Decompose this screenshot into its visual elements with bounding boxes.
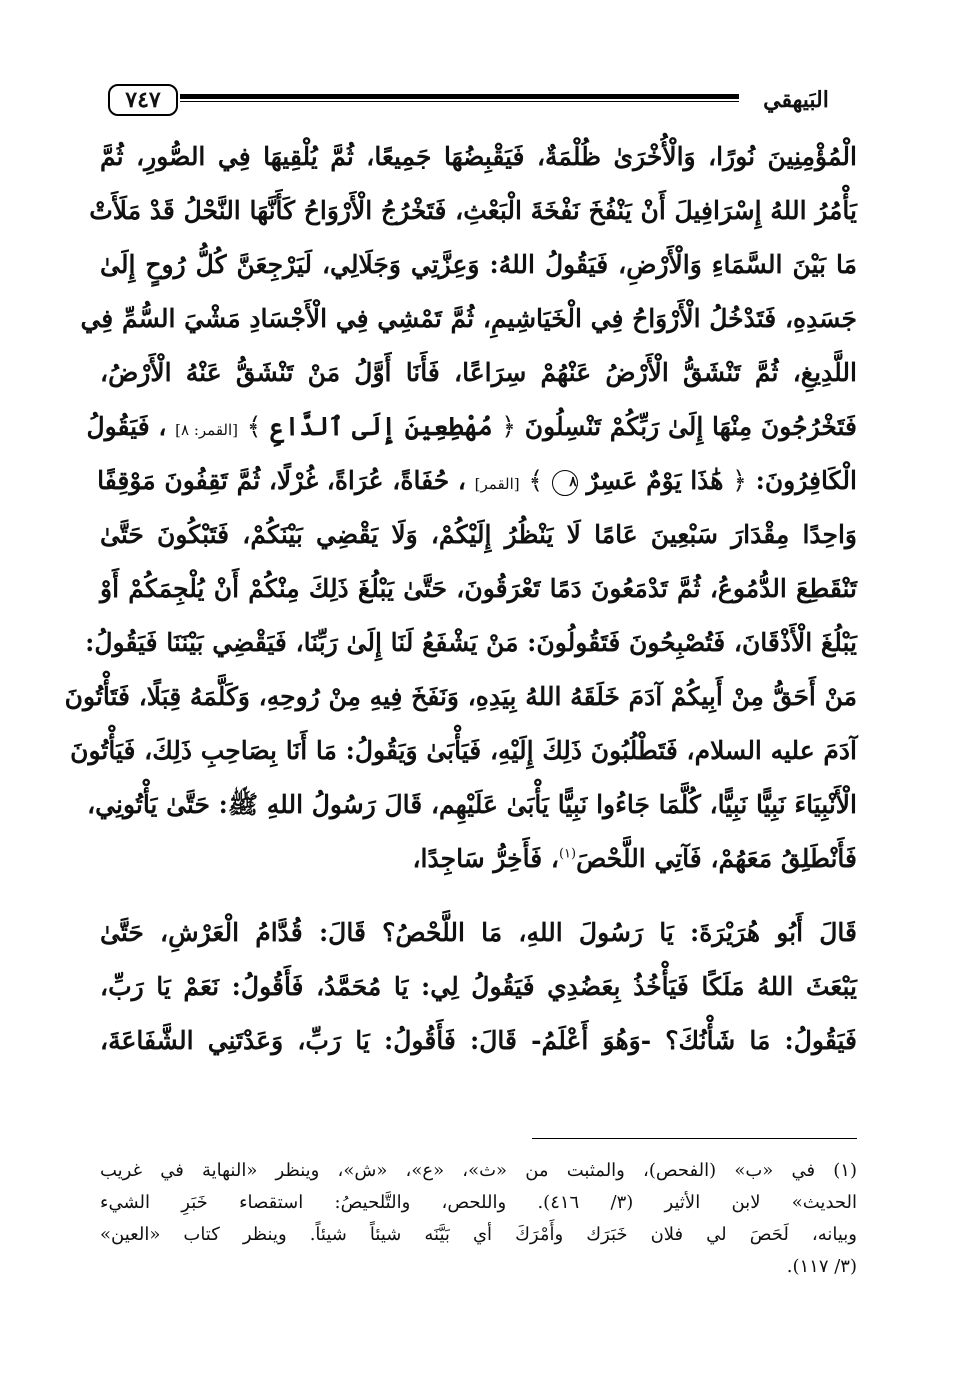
text-line: وَاحِدًا مِقْدَارَ سَبْعِينَ عَامًا لَا يَنْظُرُ إِلَيْكُمْ، وَلَا يَقْضِي بَيْنَكُمْ، فَتَبْكُونَ حَتَّىٰ [100, 520, 857, 549]
text-line: جَسَدِهِ، فَتَدْخُلُ الْأَرْوَاحُ فِي الْخَيَاشِيمِ، ثُمَّ تَمْشِي فِي الْأَجْسَادِ مَشْيَ السُّمِّ فِي [80, 304, 857, 333]
paragraph-gap [100, 886, 857, 906]
text-line: قَالَ أَبُو هُرَيْرَةَ: يَا رَسُولَ اللهِ، مَا اللَّحْصُ؟ قَالَ: قُدَّامُ الْعَرْشِ، حَتَّىٰ [100, 918, 857, 947]
quran-quote: مُهْطِعِينَ إِلَى ٱلدَّاعِ [270, 412, 493, 441]
text-line: اللَّدِيغِ، ثُمَّ تَنْشَقُّ الْأَرْضُ عَنْهُمْ سِرَاعًا، فَأَنَا أَوَّلُ مَنْ تَنْشَقُّ عَنْهُ الْأَرْضُ، [100, 358, 857, 387]
text-line: الْمُؤْمِنِينَ نُورًا، وَالْأُخْرَىٰ ظُلْمَةٌ، فَيَقْبِضُهَا جَمِيعًا، ثُمَّ يُلْقِيهَا فِي الصُّورِ، ثُمَّ [100, 142, 857, 171]
text-line: يَبْعَثَ اللهُ مَلَكًا فَيَأْخُذُ بِعَضُدِي فَيَقُولُ لِي: يَا مُحَمَّدُ، فَأَقُولُ: نَعَمْ يَا رَبِّ، [100, 972, 857, 1001]
text-segment: ، فَأَخِرُّ سَاجِدًا، [412, 844, 559, 873]
footnote-line: وبيانه، لَحَصَ لي فلان خَبَرَك وأَمْرَكَ أي بَيَّنَه شيئاً شيئاً. وينظر كتاب «العين» [100, 1224, 857, 1245]
quran-bracket-open: ﴿ [501, 412, 516, 441]
text-line-with-quran [86, 400, 857, 454]
quran-bracket-close: ﴾ [246, 412, 262, 441]
text-line: يَبْلُغَ الْأَذْقَانَ، فَتُصْبِحُونَ فَتَقُولُونَ: مَنْ يَشْفَعُ لَنَا إِلَىٰ رَبِّنَا، فَيَقْضِي بَيْنَنَا فَيَقُولُ: [85, 628, 857, 657]
text-line: مَنْ أَحَقُّ مِنْ أَبِيكُمْ آدَمَ خَلَقَهُ اللهُ بِيَدِهِ، وَنَفَخَ فِيهِ مِنْ رُوحِهِ، وَكَلَّمَهُ قِبَلًا، فَتَأْتُونَ [64, 682, 857, 711]
page-number: ٧٤٧ [108, 84, 178, 116]
footnote-reference: (١) [558, 846, 577, 862]
text-segment: ، فَيَقُولُ [86, 412, 167, 441]
text-line: تَنْقَطِعَ الدُّمُوعُ، ثُمَّ تَدْمَعُونَ دَمًا تَعْرَقُونَ، حَتَّىٰ يَبْلُغَ ذَلِكَ مِنْكُمْ أَنْ يُلْجِمَكُمْ أَوْ [100, 574, 857, 603]
quran-bracket-close: ﴾ [528, 466, 544, 495]
text-segment: فَأَنْطَلِقُ مَعَهُمْ، فَآتِي اللَّحْصَ [576, 844, 857, 873]
text-line-with-footnote-ref [100, 832, 857, 886]
header-rule-thick [180, 94, 739, 99]
text-line: الْأَنْبِيَاءَ نَبِيًّا نَبِيًّا، كُلَّمَا جَاءُوا نَبِيًّا يَأْبَىٰ عَلَيْهِم، قَالَ رَسُولُ اللهِ ﷺ: حَتَّىٰ يَأْتُونِي، [87, 790, 857, 819]
text-line: فَيَقُولُ: مَا شَأْنُكَ؟ -وَهُوَ أَعْلَمُ- قَالَ: فَأَقُولُ: يَا رَبِّ، وَعَدْتَنِي الشَّفَاعَةَ، [100, 1026, 857, 1055]
footnote-line: (١) في «ب» (الفحص)، والمثبت من «ث»، «ع»، «ش»، وينظر «النهاية في غريب [100, 1160, 857, 1181]
page-header [108, 82, 849, 122]
main-text [64, 130, 857, 1068]
text-segment: فَتَخْرُجُونَ مِنْهَا إِلَىٰ رَبِّكُمْ تَنْسِلُونَ [524, 412, 857, 441]
running-title: البَيهقي [763, 87, 829, 113]
text-line: يَأْمُرُ اللهُ إِسْرَافِيلَ أَنْ يَنْفُخَ نَفْخَةَ الْبَعْثِ، فَتَخْرُجُ الْأَرْوَاحُ كَأَنَّهَا النَّحْلُ قَدْ مَلَأَتْ [89, 196, 857, 225]
text-segment: الْكَافِرُونَ: [755, 466, 857, 495]
quran-quote: هَٰذَا يَوْمٌ عَسِرٌ [586, 466, 724, 495]
text-line: مَا بَيْنَ السَّمَاءِ وَالْأَرْضِ، فَيَقُولُ اللهُ: وَعِزَّتِي وَجَلَالِي، لَيَرْجِعَنَّ كُلُّ رُوحٍ إِلَىٰ [100, 250, 857, 279]
footnotes [100, 1155, 857, 1283]
text-line-with-quran [97, 454, 857, 508]
quran-bracket-open: ﴿ [732, 466, 747, 495]
header-rule-thin [180, 101, 739, 102]
surah-reference: [القمر] [474, 475, 520, 493]
surah-reference: [القمر: ٨] [175, 421, 239, 439]
footnote-line: الحديث» لابن الأثير (٣/ ٤١٦). واللحص، والتَّلحيصُ: استقصاء خَبَرِ الشيء [100, 1192, 857, 1213]
ayah-number-marker: ٨ [552, 470, 578, 496]
footnote-separator [532, 1138, 857, 1139]
text-segment: ، حُفَاةً، عُرَاةً، غُرْلًا، ثُمَّ تَقِفُونَ مَوْقِفًا [97, 466, 466, 495]
header-rule [180, 94, 739, 102]
footnote-line: (٣/ ١١٧). [786, 1256, 857, 1277]
text-line: آدَمَ عليه السلام، فَتَطْلُبُونَ ذَلِكَ إِلَيْهِ، فَيَأْبَىٰ وَيَقُولُ: مَا أَنَا بِصَاحِبِ ذَلِكَ، فَيَأْتُونَ [70, 736, 857, 765]
